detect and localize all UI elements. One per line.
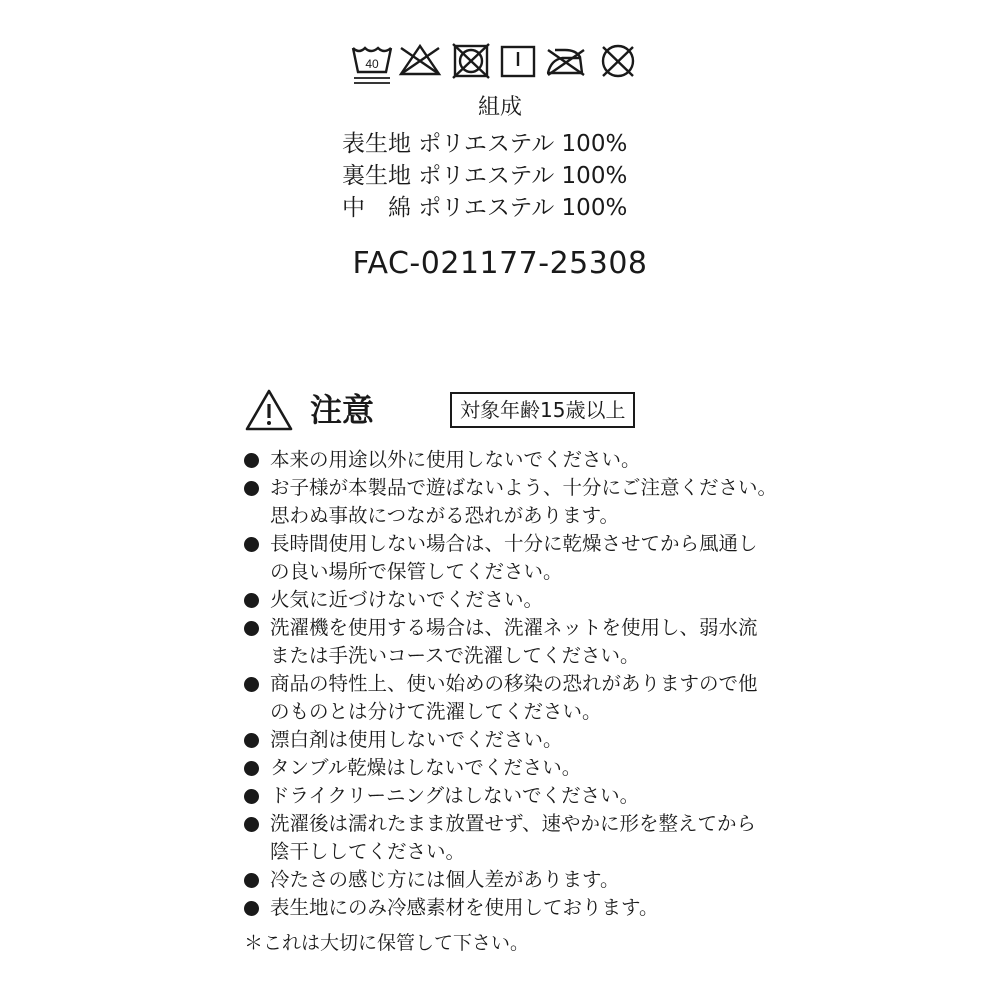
caution-text: 洗濯後は濡れたまま放置せず、速やかに形を整えてから [270, 812, 756, 835]
wash-temperature: 40 [365, 57, 379, 71]
caution-text: 火気に近づけないでください。 [270, 588, 544, 611]
bullet-icon [244, 453, 259, 468]
caution-text: 商品の特性上、使い始めの移染の恐れがありますので他 [270, 672, 758, 695]
bullet-icon [244, 537, 259, 552]
caution-text: の良い場所で保管してください。 [270, 560, 563, 583]
bullet-icon [244, 761, 259, 776]
caution-text: 陰干ししてください。 [270, 840, 466, 863]
caution-text: 漂白剤は使用しないでください。 [270, 728, 563, 751]
no-tumble-dry-icon [453, 44, 489, 78]
bullet-icon [244, 817, 259, 832]
caution-item [244, 614, 984, 670]
caution-item [244, 530, 984, 586]
caution-text: 洗濯機を使用する場合は、洗濯ネットを使用し、弱水流 [270, 616, 758, 639]
care-symbols [350, 42, 650, 90]
bullet-icon [244, 789, 259, 804]
composition-line-lining: 裏生地 ポリエステル 100% [342, 163, 628, 189]
no-dry-clean-icon [603, 46, 633, 76]
caution-item [244, 586, 984, 614]
composition-line-outer: 表生地 ポリエステル 100% [342, 131, 628, 157]
bullet-icon [244, 677, 259, 692]
composition-line-filling: 中 綿 ポリエステル 100% [342, 195, 628, 221]
bullet-icon [244, 901, 259, 916]
caution-item [244, 894, 984, 922]
caution-item [244, 726, 984, 754]
bullet-icon [244, 481, 259, 496]
caution-item [244, 446, 984, 474]
product-code: FAC-021177-25308 [352, 246, 648, 281]
warning-title: 注意 [310, 391, 375, 429]
caution-text: 思わぬ事故につながる恐れがあります。 [270, 504, 620, 527]
caution-item [244, 670, 984, 726]
caution-text: 表生地にのみ冷感素材を使用しております。 [270, 896, 659, 919]
caution-text: 本来の用途以外に使用しないでください。 [270, 448, 641, 471]
warning-triangle-icon [244, 388, 294, 432]
caution-item [244, 754, 984, 782]
caution-text: または手洗いコースで洗濯してください。 [270, 644, 640, 667]
line-dry-icon [502, 47, 534, 76]
age-label: 対象年齢15歳以上 [450, 392, 635, 428]
caution-item [244, 474, 984, 530]
caution-text: お子様が本製品で遊ばないよう、十分にご注意ください。 [270, 476, 778, 499]
wash-40-icon [353, 48, 391, 83]
caution-item [244, 810, 984, 866]
caution-text: ドライクリーニングはしないでください。 [270, 784, 640, 807]
caution-text: 長時間使用しない場合は、十分に乾燥させてから風通し [270, 532, 758, 555]
bullet-icon [244, 593, 259, 608]
caution-text: のものとは分けて洗濯してください。 [270, 700, 602, 723]
caution-text: 冷たさの感じ方には個人差があります。 [270, 868, 620, 891]
bullet-icon [244, 873, 259, 888]
no-iron-icon [547, 50, 584, 75]
caution-list [244, 446, 984, 922]
caution-item [244, 782, 984, 810]
composition-title: 組成 [477, 95, 522, 120]
caution-item [244, 866, 984, 894]
warning-header [244, 386, 684, 436]
bullet-icon [244, 621, 259, 636]
bullet-icon [244, 733, 259, 748]
caution-text: タンブル乾燥はしないでください。 [270, 756, 582, 779]
footnote: ＊これは大切に保管して下さい。 [244, 932, 530, 954]
no-bleach-icon [401, 46, 439, 74]
